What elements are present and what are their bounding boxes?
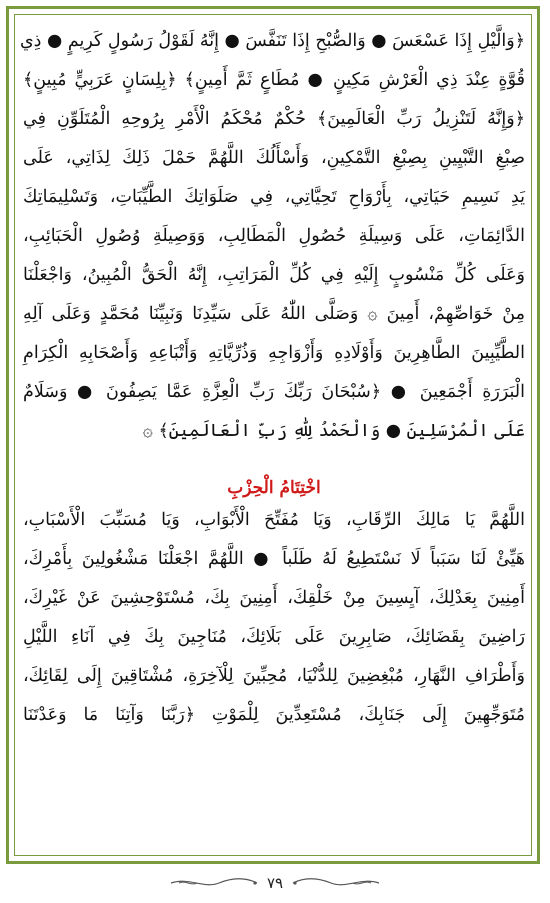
- text-line: قُوَّةٍ عِنْدَ ذِي الْعَرْشِ مَكِينٍ ● مُطَاعٍ ثَمَّ أَمِينٍ﴾ ﴿بِلِسَانٍ عَرَبِيٍّ مُبِينٍ﴾: [23, 70, 525, 90]
- flourish-left-icon: [169, 875, 259, 891]
- text-line: الْبَرَرَةِ أَجْمَعِينَ ● ﴿سُبْحَانَ رَبِّكَ رَبِّ الْعِزَّةِ عَمَّا يَصِفُونَ ● وَسَلَامٌ: [23, 382, 525, 402]
- text-block-top: [20, 22, 528, 451]
- text-line: رَاضِينَ بِقَضَائِكَ، صَابِرِينَ عَلَى بَلَائِكَ، مُنَاجِينَ بِكَ فِي آنَاءِ اللَّيْلِ: [23, 627, 525, 647]
- text-line: هَيِّئْ لَنَا سَبَباً لَا نَسْتَطِيعُ لَهُ طَلَباً ● اللَّهُمَّ اجْعَلْنَا مَشْغُولِينَ بِأَمْرِكَ،: [23, 549, 525, 569]
- text-line: وَعَلَى كُلِّ مَنْسُوبٍ إِلَيْهِ فِي كُلِّ الْمَرَاتِبِ، إِنَّهُ الْحَقُّ الْمُبِينُ، وَاجْعَلْنَا: [23, 265, 525, 285]
- page-footer: [0, 868, 550, 898]
- text-line: ﴿وَإِنَّهُ لَتَنْزِيلُ رَبِّ الْعَالَمِينَ﴾ حُكْمٌ مُحْكَمُ الْأَمْرِ بِرُوحِهِ الْمُتَلَوِّنِ فِي: [23, 109, 525, 129]
- text-line: صِبْغِ التَّبْيِينِ بِصِبْغِ التَّمْكِينِ، وَأَسْأَلُكَ اللَّهُمَّ حَمْلَ ذَلِكَ لِذَاتِي، عَلَى: [23, 148, 525, 168]
- text-line: مِنْ خَوَاصِّهِمْ، أَمِينَ ۞ وَصَلَّى اللّٰهُ عَلَى سَيِّدِنَا وَنَبِيِّنَا مُحَمَّدٍ وَعَلَى آلِهِ: [23, 304, 525, 324]
- text-block-bottom: [20, 501, 528, 735]
- page-text: [20, 22, 528, 735]
- text-line: يَدِ نَسِيمِ حَيَاتِي، بِأَرْوَاحِ تَحِيَّاتِي، فِي صَلَوَاتِكَ الطَّيِّبَاتِ، وَتَسْلِيمَاتِكَ: [23, 187, 525, 207]
- text-line: مُتَوَجِّهِينَ إِلَى جَنَابِكَ، مُسْتَعِدِّينَ لِلْمَوْتِ ﴿رَبَّنَا وَآتِنَا مَا وَعَدْتَنَا: [23, 705, 525, 725]
- text-line: الطَّيِّبِينَ الطَّاهِرِينَ وَأَوْلَادِهِ وَأَزْوَاجِهِ وَذُرِّيَّاتِهِ وَأَتْبَاعِهِ وَأَصْحَابِهِ الْكِرَامِ: [23, 343, 525, 363]
- text-line: أَمِنِينَ بِعَدْلِكَ، آيِسِينَ مِنْ خَلْقِكَ، أَمِنِينَ بِكَ، مُسْتَوْحِشِينَ عَنْ غَيْرِكَ،: [23, 588, 525, 608]
- text-line: عَلَى الْمُرْسَلِينَ ● وَالْحَمْدُ لِلّٰهِ رَبِّ الْعَالَمِينَ﴾ ۞: [142, 421, 525, 441]
- text-line: الدَّائِمَاتِ، عَلَى وَسِيلَةِ حُصُولِ الْمَطَالِبِ، وَوَصِيلَةِ وُصُولِ الْحَبَائِبِ،: [23, 226, 525, 246]
- flourish-right-icon: [291, 875, 381, 891]
- section-heading: اخْتِتَامُ الْحِزْبِ: [227, 478, 321, 498]
- text-line: اللَّهُمَّ يَا مَالِكَ الرِّقَابِ، وَيَا مُفَتِّحَ الْأَبْوَابِ، وَيَا مُسَبِّبَ الْأَسْبَابِ،: [23, 510, 525, 530]
- text-line: ﴿وَالَّيْلِ إِذَا عَسْعَسَ ● وَالصُّبْحِ إِذَا تَنَفَّسَ ● إِنَّهُ لَقَوْلُ رَسُولٍ كَرِيمٍ ● ذِي: [20, 31, 525, 51]
- page-number: ٧٩: [266, 874, 284, 892]
- text-line: وَأَطْرَافِ النَّهَارِ، مُبْغِضِينَ لِلدُّنْيَا، مُحِبِّينَ لِلْآخِرَةِ، مُشْتَاقِينَ إِلَى لِقَائِكَ،: [23, 666, 525, 686]
